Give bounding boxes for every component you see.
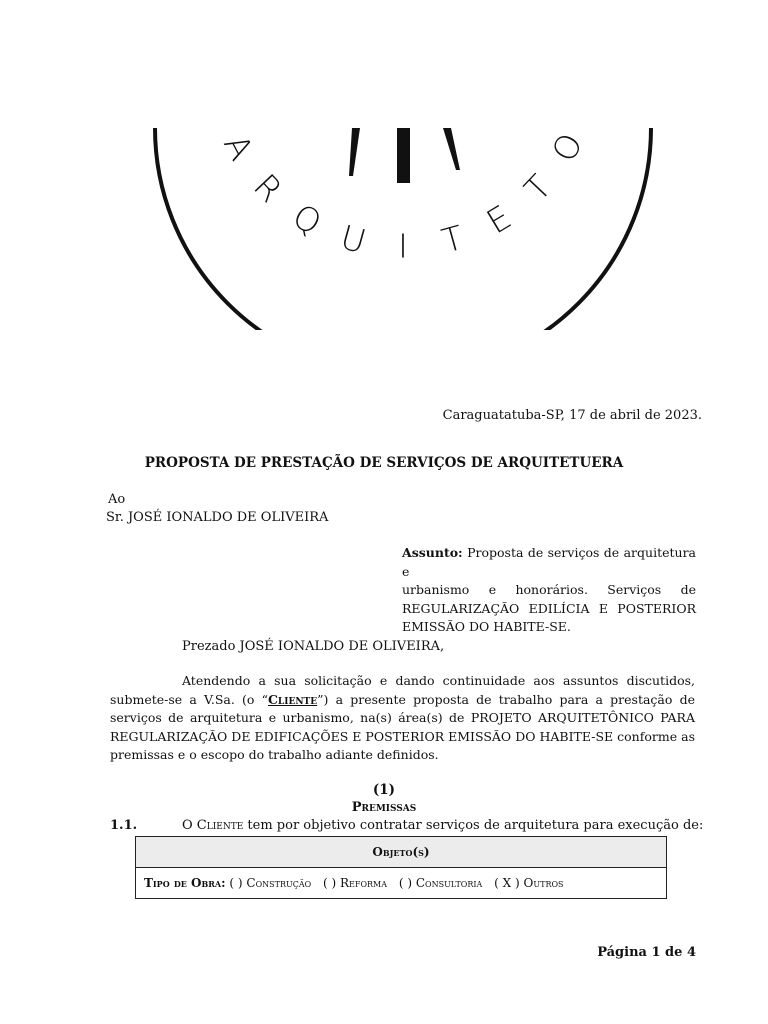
option-label-consultoria: Consultoria <box>415 876 483 890</box>
checkbox-reforma[interactable]: ( ) <box>323 876 337 890</box>
section-number: (1) <box>372 782 396 798</box>
architect-logo <box>0 0 768 330</box>
logo-stroke-left <box>349 128 360 176</box>
recipient-name: Sr. JOSÉ IONALDO DE OLIVEIRA <box>106 510 329 525</box>
greeting: Prezado JOSÉ IONALDO DE OLIVEIRA, <box>182 639 445 654</box>
option-label-outros: Outros <box>523 876 564 890</box>
intro-text-1: Atendendo a sua solicitação e dando continuidade aos assuntos discutidos, submete-se a V.Sa. (o “ <box>110 673 695 707</box>
clause-number: 1.1. <box>110 818 138 833</box>
logo-letter: Q <box>286 195 329 243</box>
date-line: Caraguatatuba-SP, 17 de abril de 2023. <box>442 408 702 423</box>
clause-text-pre: O <box>182 818 197 833</box>
option-label-reforma: Reforma <box>340 876 387 890</box>
logo-letter: T <box>516 167 560 209</box>
option-consultoria <box>399 876 483 890</box>
subject-text-4: EMISSÃO DO HABITE-SE. <box>402 619 571 634</box>
document-title: PROPOSTA DE PRESTAÇÃO DE SERVIÇOS DE ARQUITETUERA <box>144 455 624 471</box>
logo-letter: I <box>398 226 408 266</box>
checkbox-construcao[interactable]: ( ) <box>229 876 243 890</box>
work-type-label: Tipo de Obra: <box>144 876 226 890</box>
logo-letter: O <box>543 126 591 168</box>
logo-stroke-center <box>397 128 410 183</box>
subject-text-3: REGULARIZAÇÃO EDILÍCIA E POSTERIOR <box>402 600 696 616</box>
clause-text-post: tem por objetivo contratar serviços de arquitetura para execução de: <box>243 818 704 833</box>
subject-text-2: urbanismo e honorários. Serviços de <box>402 582 696 597</box>
logo-letter: T <box>437 217 468 261</box>
logo-stroke-right <box>443 128 460 170</box>
addressee-prefix: Ao <box>108 492 126 507</box>
option-construcao <box>229 876 311 890</box>
clause-text <box>182 817 703 835</box>
intro-text-2: ”) a presente proposta de trabalho para a prestação de serviços de arquitetura e urbanismo, na(s) área(s) de PROJETO ARQUITETÔNICO PARA REGULARIZAÇÃO DE EDIFICAÇÕES E POSTERIOR EMISSÃO DO HABITE-SE conforme as premissas e o escopo do trabalho adiante definidos. <box>110 691 695 762</box>
subject-text-1: Proposta de serviços de arquitetura e <box>402 545 696 579</box>
logo-letter: E <box>479 197 518 242</box>
checkbox-outros[interactable]: ( X ) <box>494 876 520 890</box>
logo-letter: A <box>216 128 262 167</box>
logo-letter: R <box>246 166 291 210</box>
clause-client-term: Cliente <box>196 818 244 833</box>
option-outros <box>494 876 563 890</box>
logo-letter: U <box>336 217 371 262</box>
subject-block <box>402 544 696 637</box>
page-number: Página 1 de 4 <box>597 945 696 960</box>
subject-label: Assunto: <box>402 545 463 560</box>
checkbox-consultoria[interactable]: ( ) <box>398 876 413 890</box>
intro-paragraph <box>110 672 695 765</box>
work-type-row <box>136 868 667 899</box>
object-table <box>135 836 667 899</box>
section-title: Premissas <box>351 800 417 815</box>
client-term: Cliente <box>267 691 318 707</box>
option-label-construcao: Construção <box>246 876 312 890</box>
object-table-header: Objeto(s) <box>136 837 667 868</box>
option-reforma <box>323 876 387 890</box>
